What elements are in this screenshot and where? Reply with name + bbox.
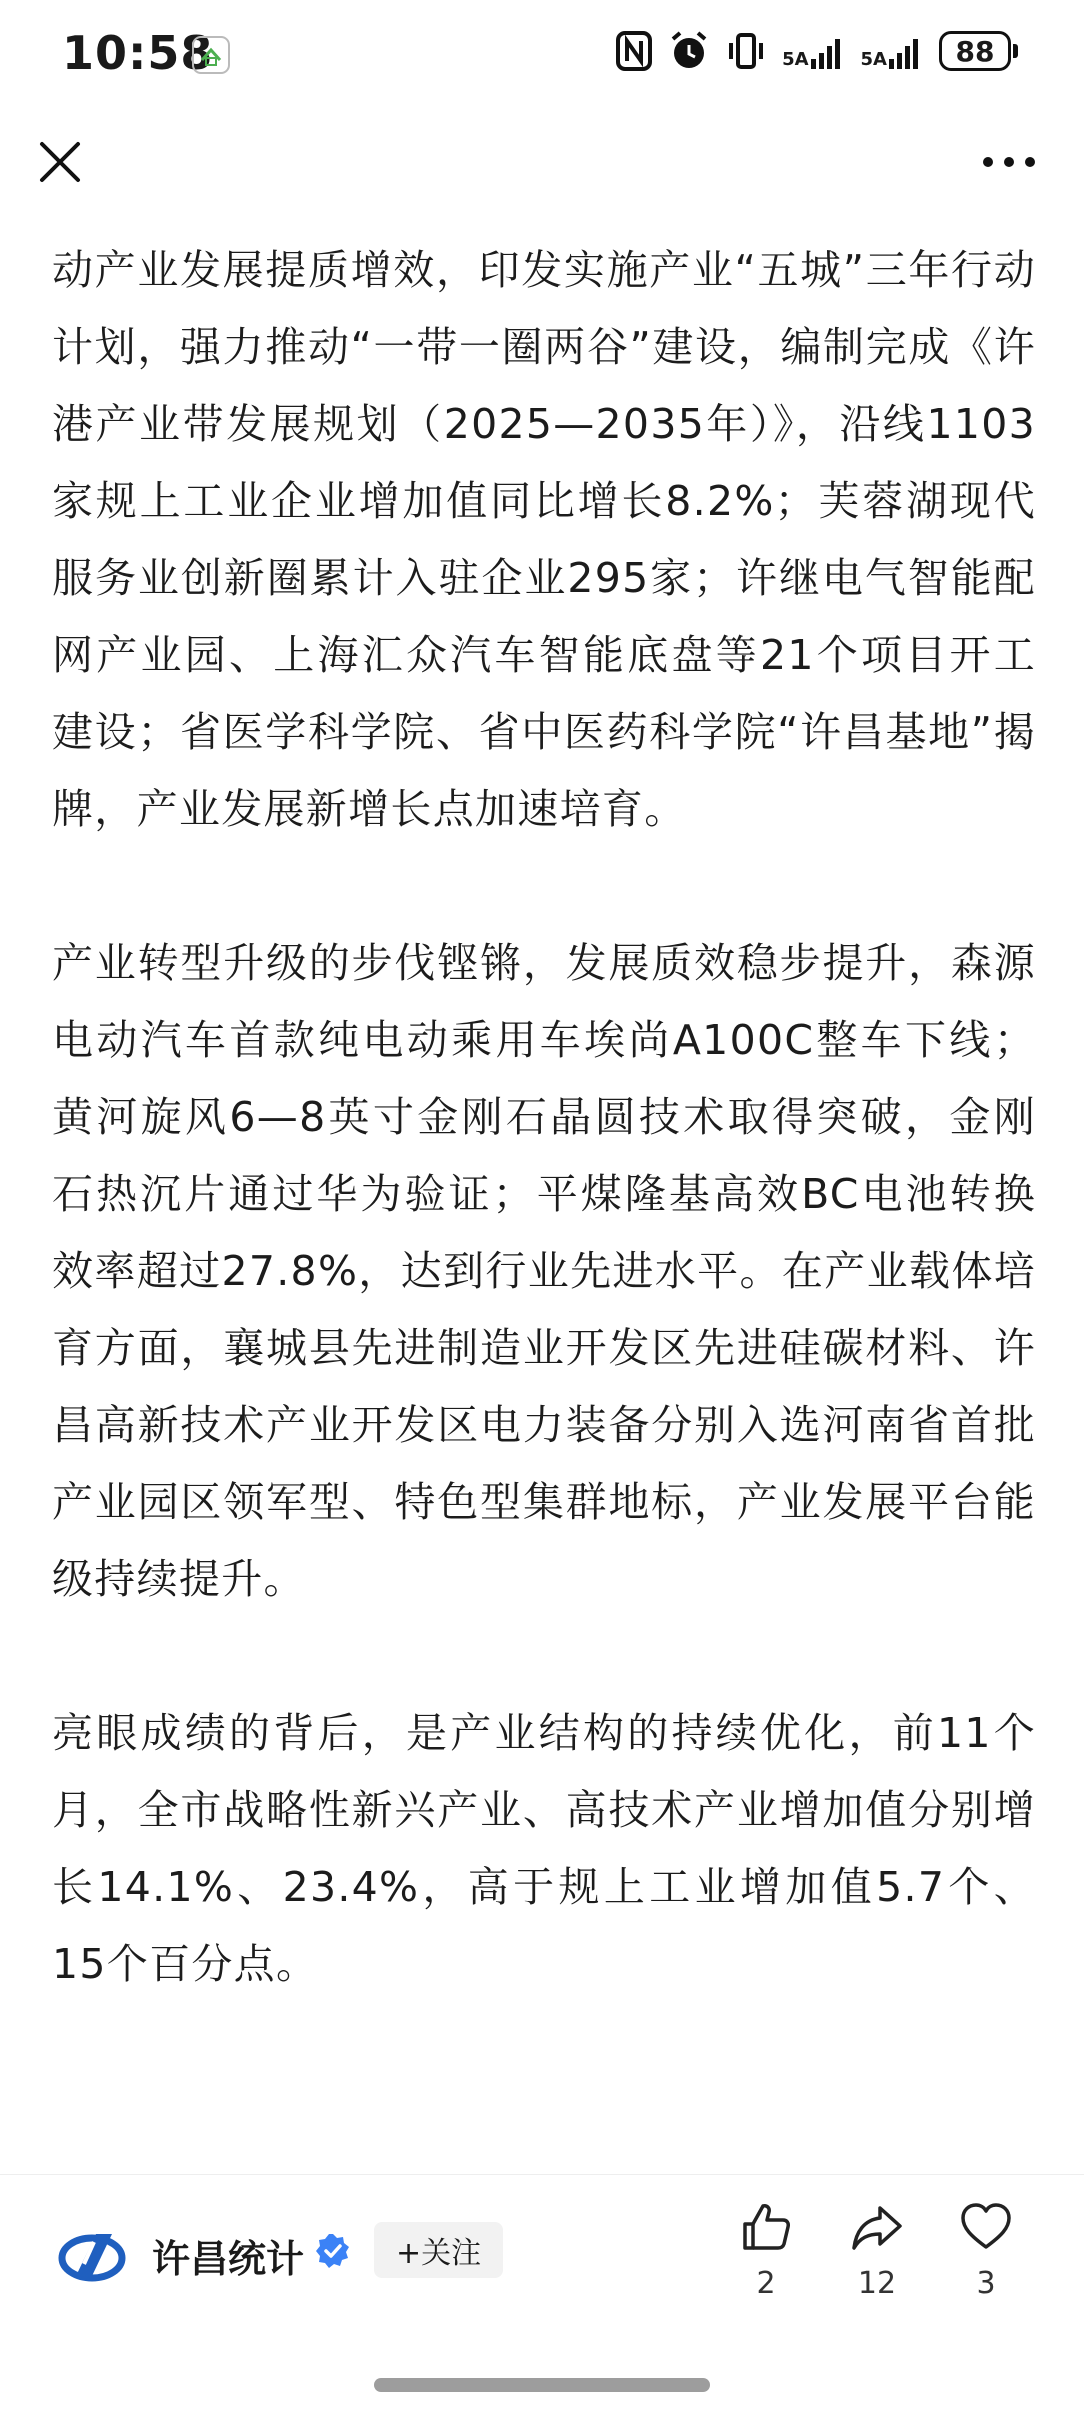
signal-icon-1 (811, 33, 845, 69)
account-logo[interactable] (56, 2220, 128, 2292)
status-bar (0, 0, 1084, 110)
top-nav-bar (0, 118, 1084, 208)
battery-level: 88 (955, 34, 995, 68)
article-paragraph-2: 产业转型升级的步伐铿锵，发展质效稳步提升，森源电动汽车首款纯电动乘用车埃尚A100C整车下线；黄河旋风6—8英寸金刚石晶圆技术取得突破，金刚石热沉片通过华为验证；平煤隆基高效BC电池转换效率超过27.8%，达到行业先进水平。在产业载体培育方面，襄城县先进制造业开发区先进硅碳材料、许昌高新技术产业开发区电力装备分别入选河南省首批产业园区领军型、特色型集群地标，产业发展平台能级持续提升。 (52, 939, 1036, 1603)
vibrate-icon (726, 31, 766, 71)
close-button[interactable] (30, 132, 90, 192)
article-paragraph-3: 亮眼成绩的背后，是产业结构的持续优化，前11个月，全市战略性新兴产业、高技术产业增加值分别增长14.1%、23.4%，高于规上工业增加值5.7个、15个百分点。 (52, 1709, 1036, 1988)
home-indicator[interactable] (374, 2378, 710, 2392)
verified-badge-icon (314, 2232, 352, 2270)
like-count: 2 (756, 2266, 776, 2301)
article-paragraph-1: 动产业发展提质增效，印发实施产业“五城”三年行动计划，强力推动“一带一圈两谷”建设，编制完成《许港产业带发展规划（2025—2035年）》，沿线1103家规上工业企业增加值同比增长8.2%；芙蓉湖现代服务业创新圈累计入驻企业295家；许继电气智能配网产业园、上海汇众汽车智能底盘等21个项目开工建设；省医学科学院、省中医药科学院“许昌基地”揭牌，产业发展新增长点加速培育。 (52, 246, 1036, 833)
thumbs-up-icon (739, 2200, 793, 2254)
system-icons (616, 30, 1018, 72)
close-icon (38, 140, 82, 184)
follow-button[interactable]: +关注 (374, 2222, 503, 2278)
alarm-icon (668, 30, 710, 72)
favorite-count: 3 (976, 2266, 996, 2301)
signal-icon-2 (889, 33, 923, 69)
share-arrow-icon (850, 2200, 904, 2254)
battery-indicator (939, 31, 1018, 71)
network-type-2: 5A (860, 49, 887, 70)
status-time: 10:58 (62, 26, 214, 80)
account-name[interactable]: 许昌统计 (152, 2237, 305, 2281)
more-icon (981, 155, 1037, 169)
bottom-action-bar (0, 2176, 1084, 2316)
share-button[interactable] (832, 2200, 922, 2301)
favorite-button[interactable] (941, 2200, 1031, 2301)
heart-icon (959, 2200, 1013, 2254)
share-count: 12 (857, 2266, 897, 2301)
like-button[interactable] (721, 2200, 811, 2301)
network-type-1: 5A (782, 49, 809, 70)
home-notification-icon (192, 36, 230, 74)
article-body (52, 232, 1036, 2003)
more-button[interactable] (974, 132, 1044, 192)
bottom-divider (0, 2174, 1084, 2175)
nfc-icon (616, 31, 652, 71)
